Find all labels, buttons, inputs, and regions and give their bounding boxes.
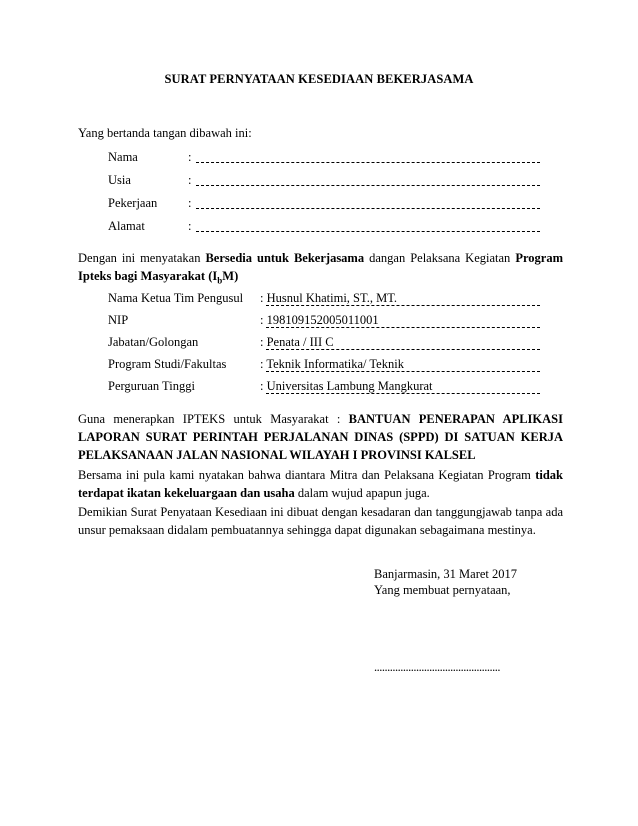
field-label: Pekerjaan — [108, 196, 158, 210]
info-value: : Husnul Khatimi, ST., MT. — [260, 291, 398, 305]
fill-line — [196, 231, 540, 232]
info-label: Program Studi/Fakultas — [108, 357, 227, 371]
statement-middle: dangan Pelaksana Kegiatan — [364, 251, 516, 265]
statement-bold-2a: Program Ipteks bagi Masyarakat (I — [78, 251, 563, 283]
purpose-paragraph — [78, 410, 563, 464]
info-row-prodi — [108, 357, 540, 375]
field-nama — [108, 150, 540, 168]
para2-prefix: Bersama ini pula kami nyatakan bahwa diantara Mitra dan Pelaksana Kegiatan Program — [78, 468, 536, 482]
para2-bold: tidak terdapat ikatan kekeluargaan dan usaha — [78, 468, 563, 500]
field-label: Nama — [108, 150, 138, 164]
info-row-nip — [108, 313, 540, 331]
fill-line — [196, 185, 540, 186]
purpose-prefix: Guna menerapkan IPTEKS untuk Masyarakat : — [78, 412, 349, 426]
intro-text: Yang bertanda tangan dibawah ini: — [78, 126, 252, 140]
statement-prefix: Dengan ini menyatakan — [78, 251, 206, 265]
statement-bold-1: Bersedia untuk Bekerjasama — [205, 251, 365, 265]
field-colon: : — [188, 150, 192, 164]
signature-maker: Yang membuat pernyataan, — [374, 583, 511, 597]
info-row-ketua — [108, 291, 540, 309]
info-label: Jabatan/Golongan — [108, 335, 199, 349]
letter-title: SURAT PERNYATAAN KESEDIAAN BEKERJASAMA — [164, 72, 474, 86]
info-value: : Universitas Lambung Mangkurat — [260, 379, 433, 393]
field-colon: : — [188, 173, 192, 187]
statement-bold-2b: M) — [222, 269, 239, 283]
statement-paragraph — [78, 249, 563, 290]
info-row-pt — [108, 379, 540, 397]
field-label: Usia — [108, 173, 131, 187]
signature-place-date: Banjarmasin, 31 Maret 2017 — [374, 567, 518, 581]
signature-line: ................................................ — [374, 660, 500, 674]
field-alamat — [108, 219, 540, 237]
info-label: Perguruan Tinggi — [108, 379, 195, 393]
statement-sub: b — [217, 275, 223, 286]
field-usia — [108, 173, 540, 191]
info-row-jabatan — [108, 335, 540, 353]
field-colon: : — [188, 219, 192, 233]
relation-paragraph — [78, 466, 563, 502]
info-value: : 198109152005011001 — [260, 313, 379, 327]
closing-paragraph: Demikian Surat Penyataan Kesediaan ini dibuat dengan kesadaran dan tanggungjawab tanpa ada unsur pemaksaan didalam pembuatannya sehingga dapat digunakan sebagaimana mestinya. — [78, 505, 563, 537]
field-label: Alamat — [108, 219, 145, 233]
fill-line — [196, 162, 540, 163]
info-value: : Teknik Informatika/ Teknik — [260, 357, 404, 371]
info-label: NIP — [108, 313, 129, 327]
field-colon: : — [188, 196, 192, 210]
field-pekerjaan — [108, 196, 540, 214]
info-value: : Penata / III C — [260, 335, 334, 349]
info-label: Nama Ketua Tim Pengusul — [108, 291, 244, 305]
purpose-bold: BANTUAN PENERAPAN APLIKASI LAPORAN SURAT PERINTAH PERJALANAN DINAS (SPPD) DI SATUAN KERJA PELAKSANAAN JALAN NASIONAL WILAYAH I PROVINSI KALSEL — [78, 412, 563, 462]
fill-line — [196, 208, 540, 209]
para2-suffix: dalam wujud apapun juga. — [294, 486, 430, 500]
